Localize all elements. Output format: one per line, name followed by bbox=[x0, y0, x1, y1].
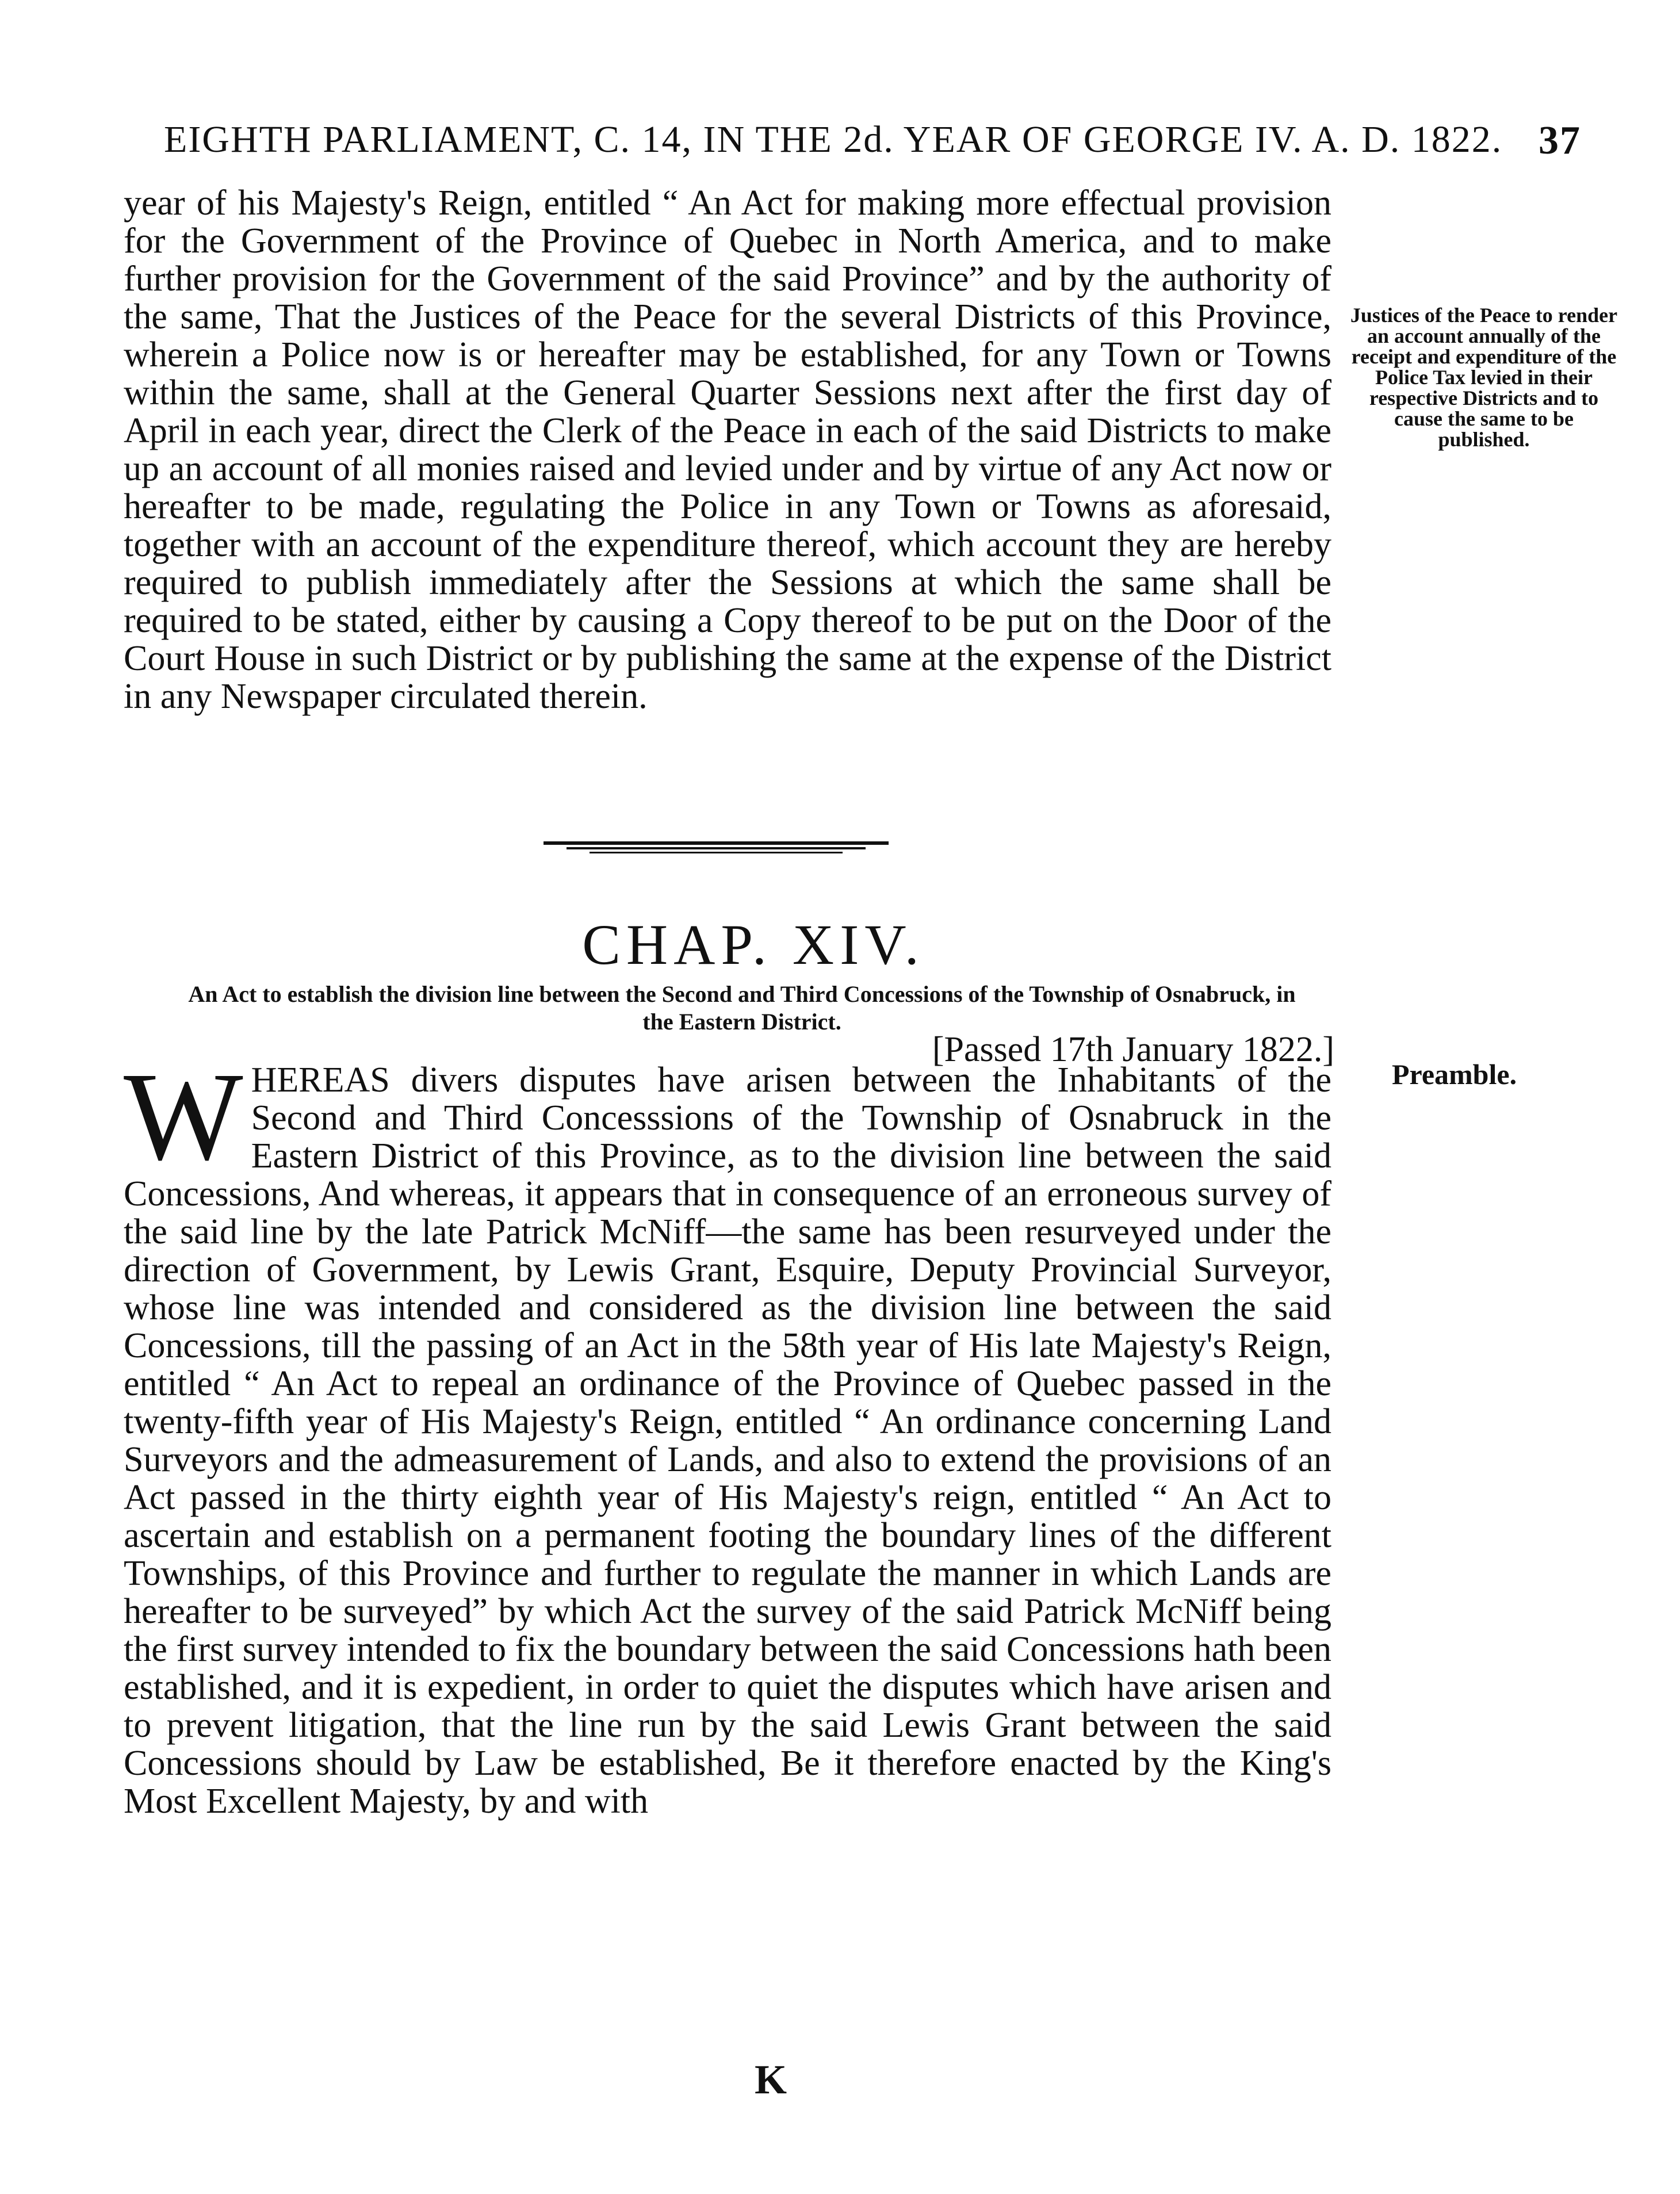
chapter-heading: CHAP. XIV. bbox=[582, 913, 925, 977]
running-title: EIGHTH PARLIAMENT, C. 14, IN THE 2d. YEAR OF GEORGE IV. A. D. 1822. bbox=[164, 118, 1503, 160]
body-paragraph-continued: year of his Majesty's Reign, entitled “ An Act for making more effectual provision for the Government of the Province of Quebec in North America, and to make further provision for the Government of the said Province” and by the authority of the same, That the Justices of the Peace for the several Districts of this Province, wherein a Police now is or hereafter may be established, for any Town or Towns within the same, shall at the General Quarter Sessions next after the first day of April in each year, direct the Clerk of the Peace in each of the said Districts to make up an account of all monies raised and levied under and by virtue of any Act now or hereafter to be made, regulating the Police in any Town or Towns as aforesaid, together with an account of the expenditure thereof, which account they are hereby required to publish immediately after the Sessions at which the same shall be required to be stated, either by causing a Copy thereof to be put on the Door of the Court House in such District or by publishing the same at the expense of the District in any Newspaper circulated therein. bbox=[124, 184, 1331, 716]
page-number: 37 bbox=[1539, 118, 1581, 163]
section-divider-ornament bbox=[532, 837, 900, 857]
running-header bbox=[164, 118, 1581, 170]
catchword: K bbox=[754, 2057, 787, 2103]
drop-cap: W bbox=[124, 1061, 243, 1186]
chapter-description: An Act to establish the division line between the Second and Third Concessions of the Township of Osnabruck, in the Eastern District. bbox=[188, 981, 1296, 1035]
preamble-text: HEREAS divers disputes have arisen between the Inhabitants of the Second and Third Concesssions of the Township of Osnabruck in the Eastern District of this Province, as to the division line between the said Concessions, And whereas, it appears that in consequence of an erroneous survey of the said line by the late Patrick McNiff—the same has been resurveyed under the direction of Government, by Lewis Grant, Esquire, Deputy Provincial Surveyor, whose line was intended and considered as the division line between the said Concessions, till the passing of an Act in the 58th year of His late Majesty's Reign, entitled “ An Act to repeal an ordinance of the Province of Quebec passed in the twenty-fifth year of His Majesty's Reign, entitled “ An ordinance concerning Land Surveyors and the admeasurement of Lands, and also to extend the provisions of an Act passed in the thirty eighth year of His Majesty's reign, entitled “ An Act to ascertain and establish on a permanent footing the boundary lines of the different Townships, of this Province and further to regulate the manner in which Lands are hereafter to be surveyed” by which Act the survey of the said Patrick McNiff being the first survey intended to fix the boundary between the said Concessions hath been established, and it is expedient, in order to quiet the disputes which have arisen and to prevent litigation, that the line run by the said Lewis Grant between the said Concessions should by Law be established, Be it therefore enacted by the King's Most Excellent Majesty, by and with bbox=[124, 1061, 1331, 1821]
margin-note-preamble: Preamble. bbox=[1392, 1058, 1517, 1090]
passed-date: [Passed 17th January 1822.] bbox=[932, 1030, 1334, 1069]
preamble-paragraph bbox=[124, 1061, 1331, 2039]
margin-note-justices: Justices of the Peace to render an account annually of the receipt and expenditure of the Police Tax levied in their respective Districts and to cause the same to be published. bbox=[1350, 304, 1618, 451]
